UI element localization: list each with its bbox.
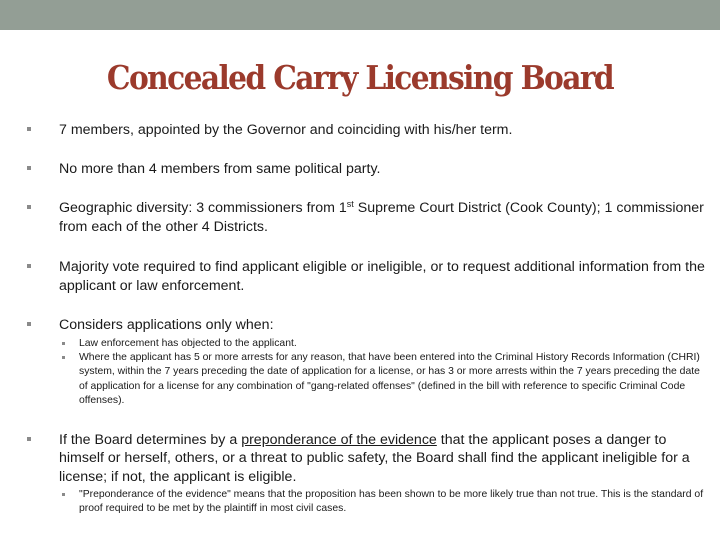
bullet-item-considers-applications (27, 316, 707, 409)
sub-bullet-list (59, 337, 707, 409)
top-header-bar (0, 0, 720, 30)
bullet-marker (27, 166, 31, 170)
bullet-text-pre: Geographic diversity: 3 commissioners from 1 (59, 200, 347, 216)
sub-bullet-text: "Preponderance of the evidence" means that the proposition has been shown to be more likely true than not true. This is the standard of proof required to be met by the plaintiff in most civil cases. (79, 489, 704, 515)
sub-bullet-marker (62, 356, 65, 359)
sub-bullet-text: Where the applicant has 5 or more arrests for any reason, that have been entered into the Criminal History Records Information (CHRI) system, within the 7 years preceding the date of application for a license, or has 3 or more arrests within the 7 years preceding the date of application for a license for any combination of "gang-related offenses" (defined in the bill with reference to specific Criminal Code offenses). (79, 351, 700, 407)
bullet-text: Considers applications only when: (59, 317, 274, 333)
bullet-text-underlined: preponderance of the evidence (241, 431, 437, 448)
bullet-item-board-determination (27, 431, 707, 517)
bullet-item-members (27, 121, 707, 140)
bullet-marker (27, 437, 31, 441)
sub-bullet-item (59, 337, 707, 351)
bullet-marker (27, 127, 31, 131)
bullet-text-post: Supreme Court District (Cook County); 1 commissioner from each of the other 4 Districts. (59, 200, 704, 235)
bullet-text: 7 members, appointed by the Governor and coinciding with his/her term. (59, 122, 513, 138)
sub-bullet-text: Law enforcement has objected to the applicant. (79, 337, 297, 349)
bullet-list (27, 121, 707, 517)
bullet-item-geographic-diversity (27, 199, 707, 236)
bullet-marker (27, 322, 31, 326)
sub-bullet-marker (62, 493, 65, 496)
bullet-text: No more than 4 members from same political party. (59, 160, 381, 177)
sub-bullet-item (59, 488, 707, 517)
bullet-text-pre: If the Board determines by a (59, 431, 242, 448)
bullet-text: Majority vote required to find applicant eligible or ineligible, or to request additional information from the applicant or law enforcement. (59, 259, 705, 294)
bullet-marker (27, 205, 31, 209)
bullet-marker (27, 264, 31, 268)
sub-bullet-marker (62, 342, 65, 345)
slide-title: Concealed Carry Licensing Board (106, 58, 614, 97)
sub-bullet-item (59, 351, 707, 409)
bullet-text-post: that the applicant poses a danger to himself or herself, others, or a threat to public safety, the Board shall find the applicant ineligible for a license; if not, the applicant is eligible. (59, 431, 690, 485)
sub-bullet-list (59, 488, 707, 517)
bullet-text-superscript: st (346, 199, 354, 209)
bullet-item-majority-vote (27, 258, 707, 295)
bullet-item-political-party (27, 160, 707, 179)
